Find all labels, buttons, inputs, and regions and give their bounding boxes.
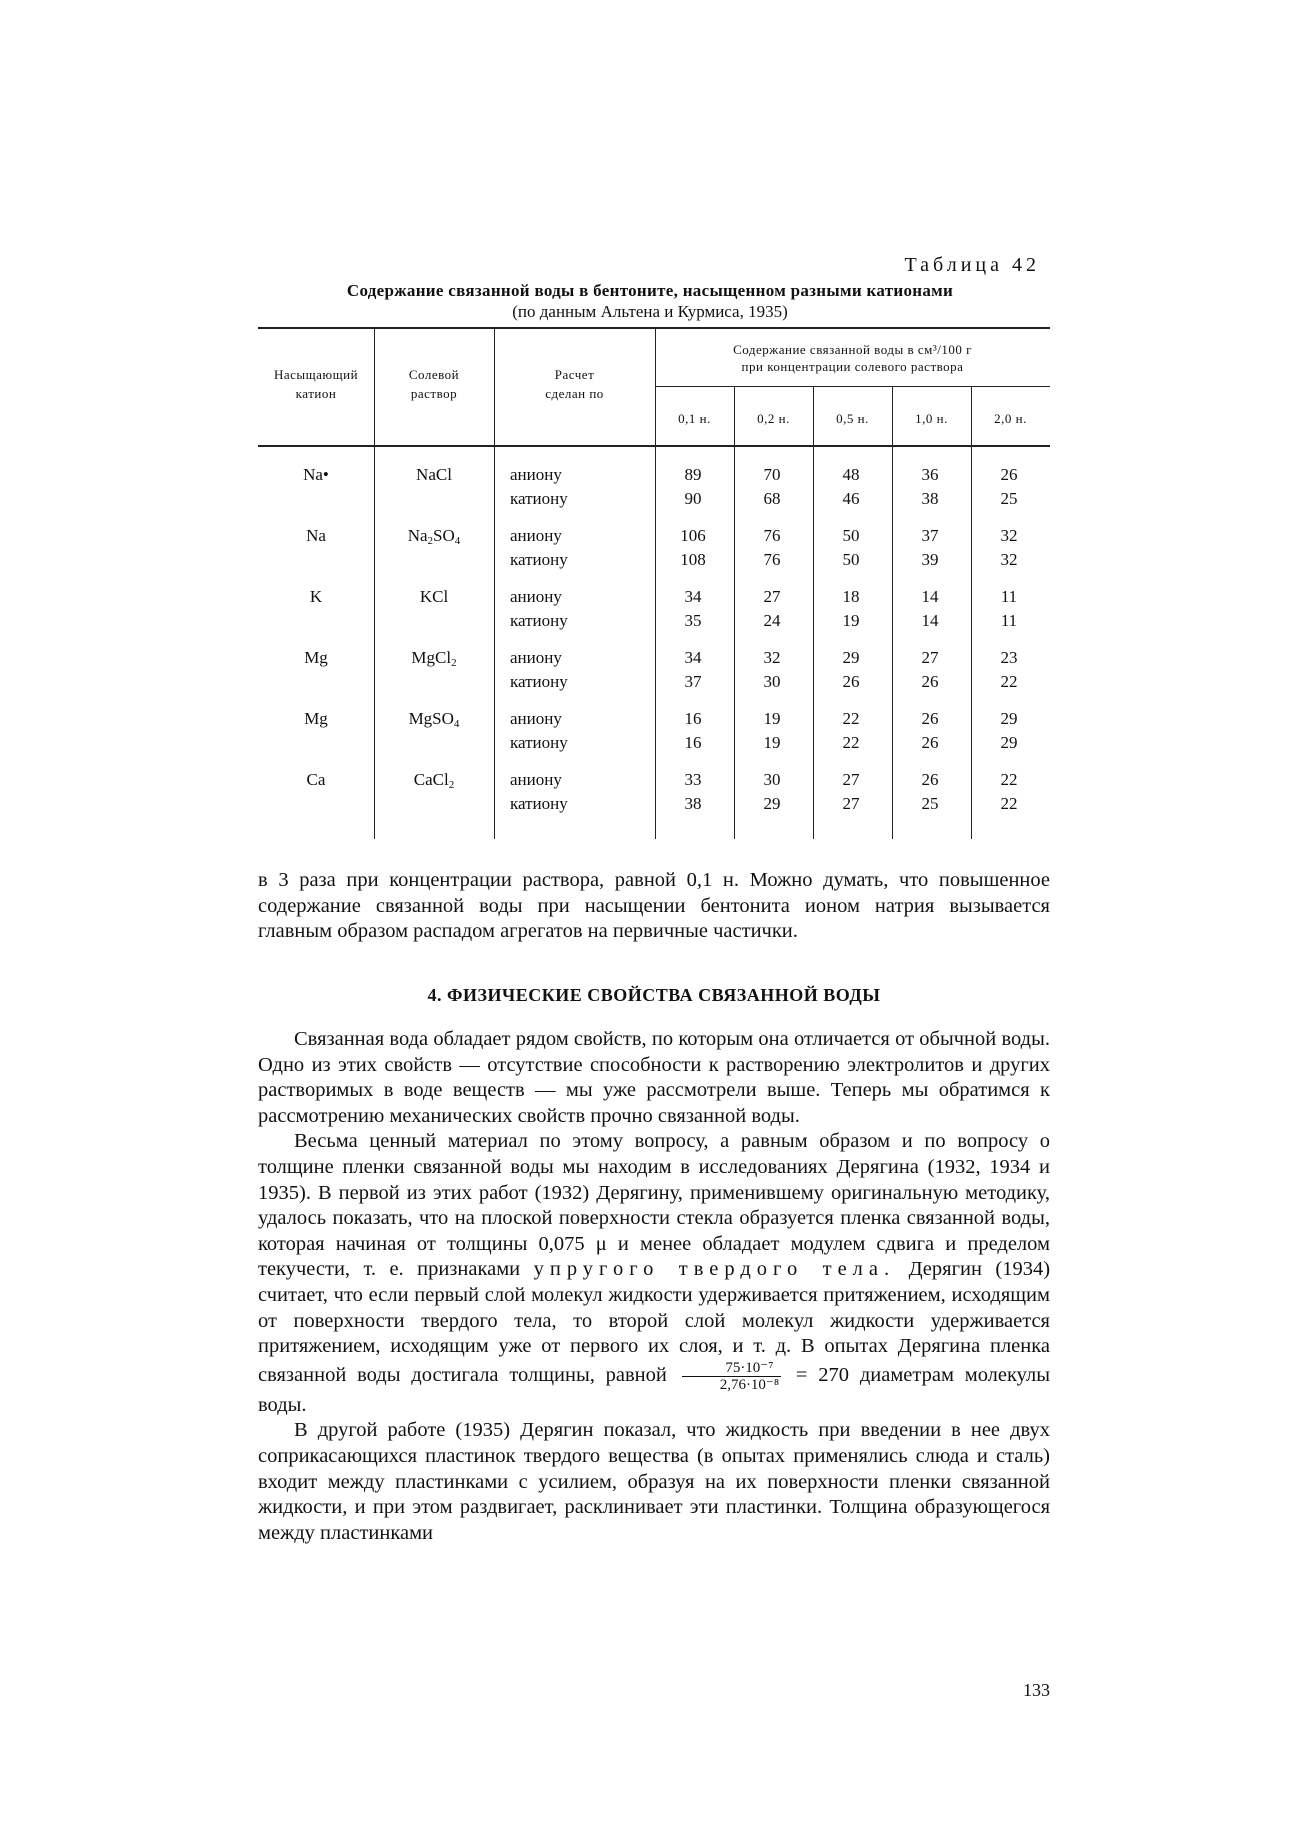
value-cell: 76 bbox=[763, 526, 781, 545]
value-cell: 70 bbox=[763, 465, 781, 484]
value-cell: 38 bbox=[684, 794, 702, 813]
basis-cell: аниону bbox=[510, 587, 562, 606]
table-col-rule bbox=[892, 387, 893, 839]
header-conc-4: 1,0 н. bbox=[915, 411, 948, 426]
salt-formula: MgSO bbox=[408, 709, 454, 728]
basis-cell: аниону bbox=[510, 709, 562, 728]
header-cation-line2: катион bbox=[295, 386, 337, 401]
value-cell: 90 bbox=[684, 489, 702, 508]
basis-cell: катиону bbox=[510, 794, 568, 813]
value-cell: 22 bbox=[1000, 770, 1018, 789]
value-cell: 46 bbox=[842, 489, 860, 508]
value-cell: 27 bbox=[921, 648, 939, 667]
header-calc-line2: сделан по bbox=[545, 386, 604, 401]
value-cell: 27 bbox=[842, 770, 860, 789]
value-cell: 32 bbox=[763, 648, 781, 667]
paragraph-part: Дерягин (1934) считает, что если первый слой молекул жидкости удерживается притяжением, исходящим от поверхности твердого тела, то второй слой молекул жидкости удерживается притяжением, исходящим уже от первого их слоя, и т. д. В опытах Дерягина пленка связанной воды достигала толщины, равной bbox=[258, 1258, 1051, 1386]
paragraph-text: в 3 раза при концентрации раствора, равной 0,1 н. Можно думать, что повышенное содержание связанной воды при насыщении бентонита ионом натрия вызывается главным образом распадом агрегатов на первичные частички. bbox=[258, 869, 1050, 943]
salt-formula: NaCl bbox=[416, 465, 452, 484]
section-body bbox=[258, 1027, 1050, 1546]
paragraph-continuation bbox=[258, 868, 1050, 945]
value-cell: 29 bbox=[842, 648, 860, 667]
salt-formula: MgCl bbox=[411, 648, 452, 667]
salt-cell bbox=[374, 585, 494, 614]
value-cell: 37 bbox=[684, 672, 702, 691]
value-cell: 33 bbox=[684, 770, 702, 789]
header-conc-1: 0,1 н. bbox=[678, 411, 711, 426]
table-title: Содержание связанной воды в бентоните, насыщенном разными катионами bbox=[346, 281, 954, 300]
table-label: Таблица 42 bbox=[904, 254, 1040, 276]
data-table bbox=[258, 327, 1050, 839]
value-cell: 106 bbox=[680, 526, 706, 545]
salt-subscript: 2 bbox=[451, 657, 457, 669]
salt-formula-tail: SO bbox=[433, 526, 455, 545]
cation-cell: Na• bbox=[303, 465, 329, 484]
value-cell: 19 bbox=[763, 709, 781, 728]
salt-subscript: 4 bbox=[454, 535, 461, 547]
value-cell: 27 bbox=[842, 794, 860, 813]
table-header-rule bbox=[258, 445, 1050, 447]
table-col-rule bbox=[813, 387, 814, 839]
header-cation bbox=[258, 365, 374, 403]
value-cell: 19 bbox=[842, 611, 860, 630]
header-conc-2: 0,2 н. bbox=[757, 411, 790, 426]
value-cell: 23 bbox=[1000, 648, 1018, 667]
value-cell: 32 bbox=[1000, 526, 1018, 545]
value-cell: 68 bbox=[763, 489, 781, 508]
value-cell: 16 bbox=[684, 709, 702, 728]
header-solution-line1: Солевой bbox=[408, 367, 460, 382]
paragraph-part: = 270 диаметрам молекулы воды. bbox=[258, 1363, 1051, 1416]
header-solution bbox=[374, 365, 494, 403]
value-cell: 22 bbox=[842, 709, 860, 728]
basis-cell: катиону bbox=[510, 733, 568, 752]
header-conc-3: 0,5 н. bbox=[836, 411, 869, 426]
fraction bbox=[682, 1360, 781, 1393]
header-conc-5: 2,0 н. bbox=[994, 411, 1027, 426]
table-caption bbox=[250, 280, 1050, 322]
header-calc bbox=[494, 365, 655, 403]
value-cell: 25 bbox=[921, 794, 939, 813]
value-cell: 22 bbox=[1000, 672, 1018, 691]
value-cell: 108 bbox=[680, 550, 706, 569]
value-cell: 26 bbox=[921, 672, 939, 691]
value-cell: 16 bbox=[684, 733, 702, 752]
cation-cell: K bbox=[309, 587, 323, 606]
value-cell: 26 bbox=[921, 709, 939, 728]
basis-cell: катиону bbox=[510, 550, 568, 569]
value-cell: 48 bbox=[842, 465, 860, 484]
table-col-rule bbox=[734, 387, 735, 839]
salt-cell bbox=[374, 646, 494, 675]
salt-subscript: 2 bbox=[427, 535, 434, 547]
value-cell: 39 bbox=[921, 550, 939, 569]
header-solution-line2: раствор bbox=[410, 386, 458, 401]
value-cell: 32 bbox=[1000, 550, 1018, 569]
paragraph-text: В другой работе (1935) Дерягин показал, что жидкость при введении в нее двух соприкасающихся пластинок твердого вещества (в опытах применялись слюда и сталь) входит между пластинками с усилием, образуя на их поверхности пленки связанной жидкости, и при этом раздвигает, расклинивает эти пластинки. Толщина образующегося между пластинками bbox=[258, 1419, 1050, 1544]
value-cell: 50 bbox=[842, 526, 860, 545]
paragraph-text bbox=[258, 1129, 1050, 1418]
value-cell: 29 bbox=[1000, 733, 1018, 752]
value-cell: 14 bbox=[921, 611, 939, 630]
header-calc-line1: Расчет bbox=[554, 367, 595, 382]
value-cell: 22 bbox=[842, 733, 860, 752]
table-subtitle: (по данным Альтена и Курмиса, 1935) bbox=[512, 302, 788, 321]
value-cell: 11 bbox=[1000, 587, 1018, 606]
value-cell: 29 bbox=[1000, 709, 1018, 728]
value-cell: 24 bbox=[763, 611, 781, 630]
salt-cell bbox=[374, 524, 494, 553]
value-cell: 18 bbox=[842, 587, 860, 606]
table-col-rule bbox=[655, 327, 656, 839]
value-cell: 30 bbox=[763, 770, 781, 789]
value-cell: 26 bbox=[921, 733, 939, 752]
value-cell: 37 bbox=[921, 526, 939, 545]
fraction-numerator: 75·10⁻⁷ bbox=[682, 1360, 781, 1377]
value-cell: 34 bbox=[684, 587, 702, 606]
basis-cell: аниону bbox=[510, 526, 562, 545]
salt-formula: Na bbox=[407, 526, 428, 545]
cation-cell: Mg bbox=[304, 709, 328, 728]
cation-cell: Ca bbox=[306, 770, 326, 789]
value-cell: 11 bbox=[1000, 611, 1018, 630]
value-cell: 26 bbox=[921, 770, 939, 789]
basis-cell: аниону bbox=[510, 770, 562, 789]
value-cell: 35 bbox=[684, 611, 702, 630]
cation-cell: Mg bbox=[304, 648, 328, 667]
value-cell: 36 bbox=[921, 465, 939, 484]
spaced-emphasis: упругого твердого тела. bbox=[533, 1258, 896, 1281]
table-col-rule bbox=[971, 387, 972, 839]
section-heading: 4. ФИЗИЧЕСКИЕ СВОЙСТВА СВЯЗАННОЙ ВОДЫ bbox=[427, 985, 881, 1005]
basis-cell: катиону bbox=[510, 672, 568, 691]
basis-cell: аниону bbox=[510, 465, 562, 484]
table-top-rule bbox=[258, 327, 1050, 329]
header-cation-line1: Насыщающий bbox=[273, 367, 359, 382]
value-cell: 19 bbox=[763, 733, 781, 752]
page-number: 133 bbox=[1023, 1680, 1050, 1700]
value-cell: 38 bbox=[921, 489, 939, 508]
header-content-line2: при концентрации солевого раствора bbox=[741, 359, 964, 374]
paragraph-part: Весьма ценный материал по этому вопросу, а равным образом и по вопросу о толщине пленки связанной воды мы находим в исследованиях Дерягина (1932, 1934 и 1935). В первой из этих работ (1932) Дерягину, применившему оригинальную методику, удалось показать, что на плоской поверхности стекла образуется пленка связанной воды, которая начиная от толщины 0,075 μ и менее обладает модулем сдвига и пределом текучести, т. е. признаками bbox=[258, 1130, 1050, 1281]
cation-cell: Na bbox=[306, 526, 326, 545]
value-cell: 76 bbox=[763, 550, 781, 569]
header-content bbox=[655, 341, 1050, 375]
header-content-line1: Содержание связанной воды в см³/100 г bbox=[733, 342, 972, 357]
salt-formula: KCl bbox=[419, 587, 449, 606]
fraction-denominator: 2,76·10⁻⁸ bbox=[719, 1376, 780, 1393]
value-cell: 29 bbox=[763, 794, 781, 813]
salt-cell bbox=[374, 768, 494, 797]
salt-cell bbox=[374, 463, 494, 492]
basis-cell: катиону bbox=[510, 489, 568, 508]
value-cell: 27 bbox=[763, 587, 781, 606]
value-cell: 22 bbox=[1000, 794, 1018, 813]
basis-cell: катиону bbox=[510, 611, 568, 630]
value-cell: 89 bbox=[684, 465, 702, 484]
basis-cell: аниону bbox=[510, 648, 562, 667]
salt-subscript: 4 bbox=[453, 718, 460, 730]
value-cell: 30 bbox=[763, 672, 781, 691]
paragraph-text: Связанная вода обладает рядом свойств, по которым она отличается от обычной воды. Одно из этих свойств — отсутствие способности к растворению электролитов и других растворимых в воде веществ — мы уже рассмотрели выше. Теперь мы обратимся к рассмотрению механических свойств прочно связанной воды. bbox=[258, 1028, 1050, 1127]
value-cell: 14 bbox=[921, 587, 939, 606]
table-col-rule bbox=[494, 327, 495, 839]
value-cell: 34 bbox=[684, 648, 702, 667]
salt-subscript: 2 bbox=[448, 779, 455, 791]
salt-formula: CaCl bbox=[413, 770, 449, 789]
table-col-rule bbox=[374, 327, 375, 839]
value-cell: 50 bbox=[842, 550, 860, 569]
value-cell: 26 bbox=[842, 672, 860, 691]
salt-cell bbox=[374, 707, 494, 736]
value-cell: 26 bbox=[1000, 465, 1018, 484]
value-cell: 25 bbox=[1000, 489, 1018, 508]
table-header-split-rule bbox=[655, 386, 1050, 387]
